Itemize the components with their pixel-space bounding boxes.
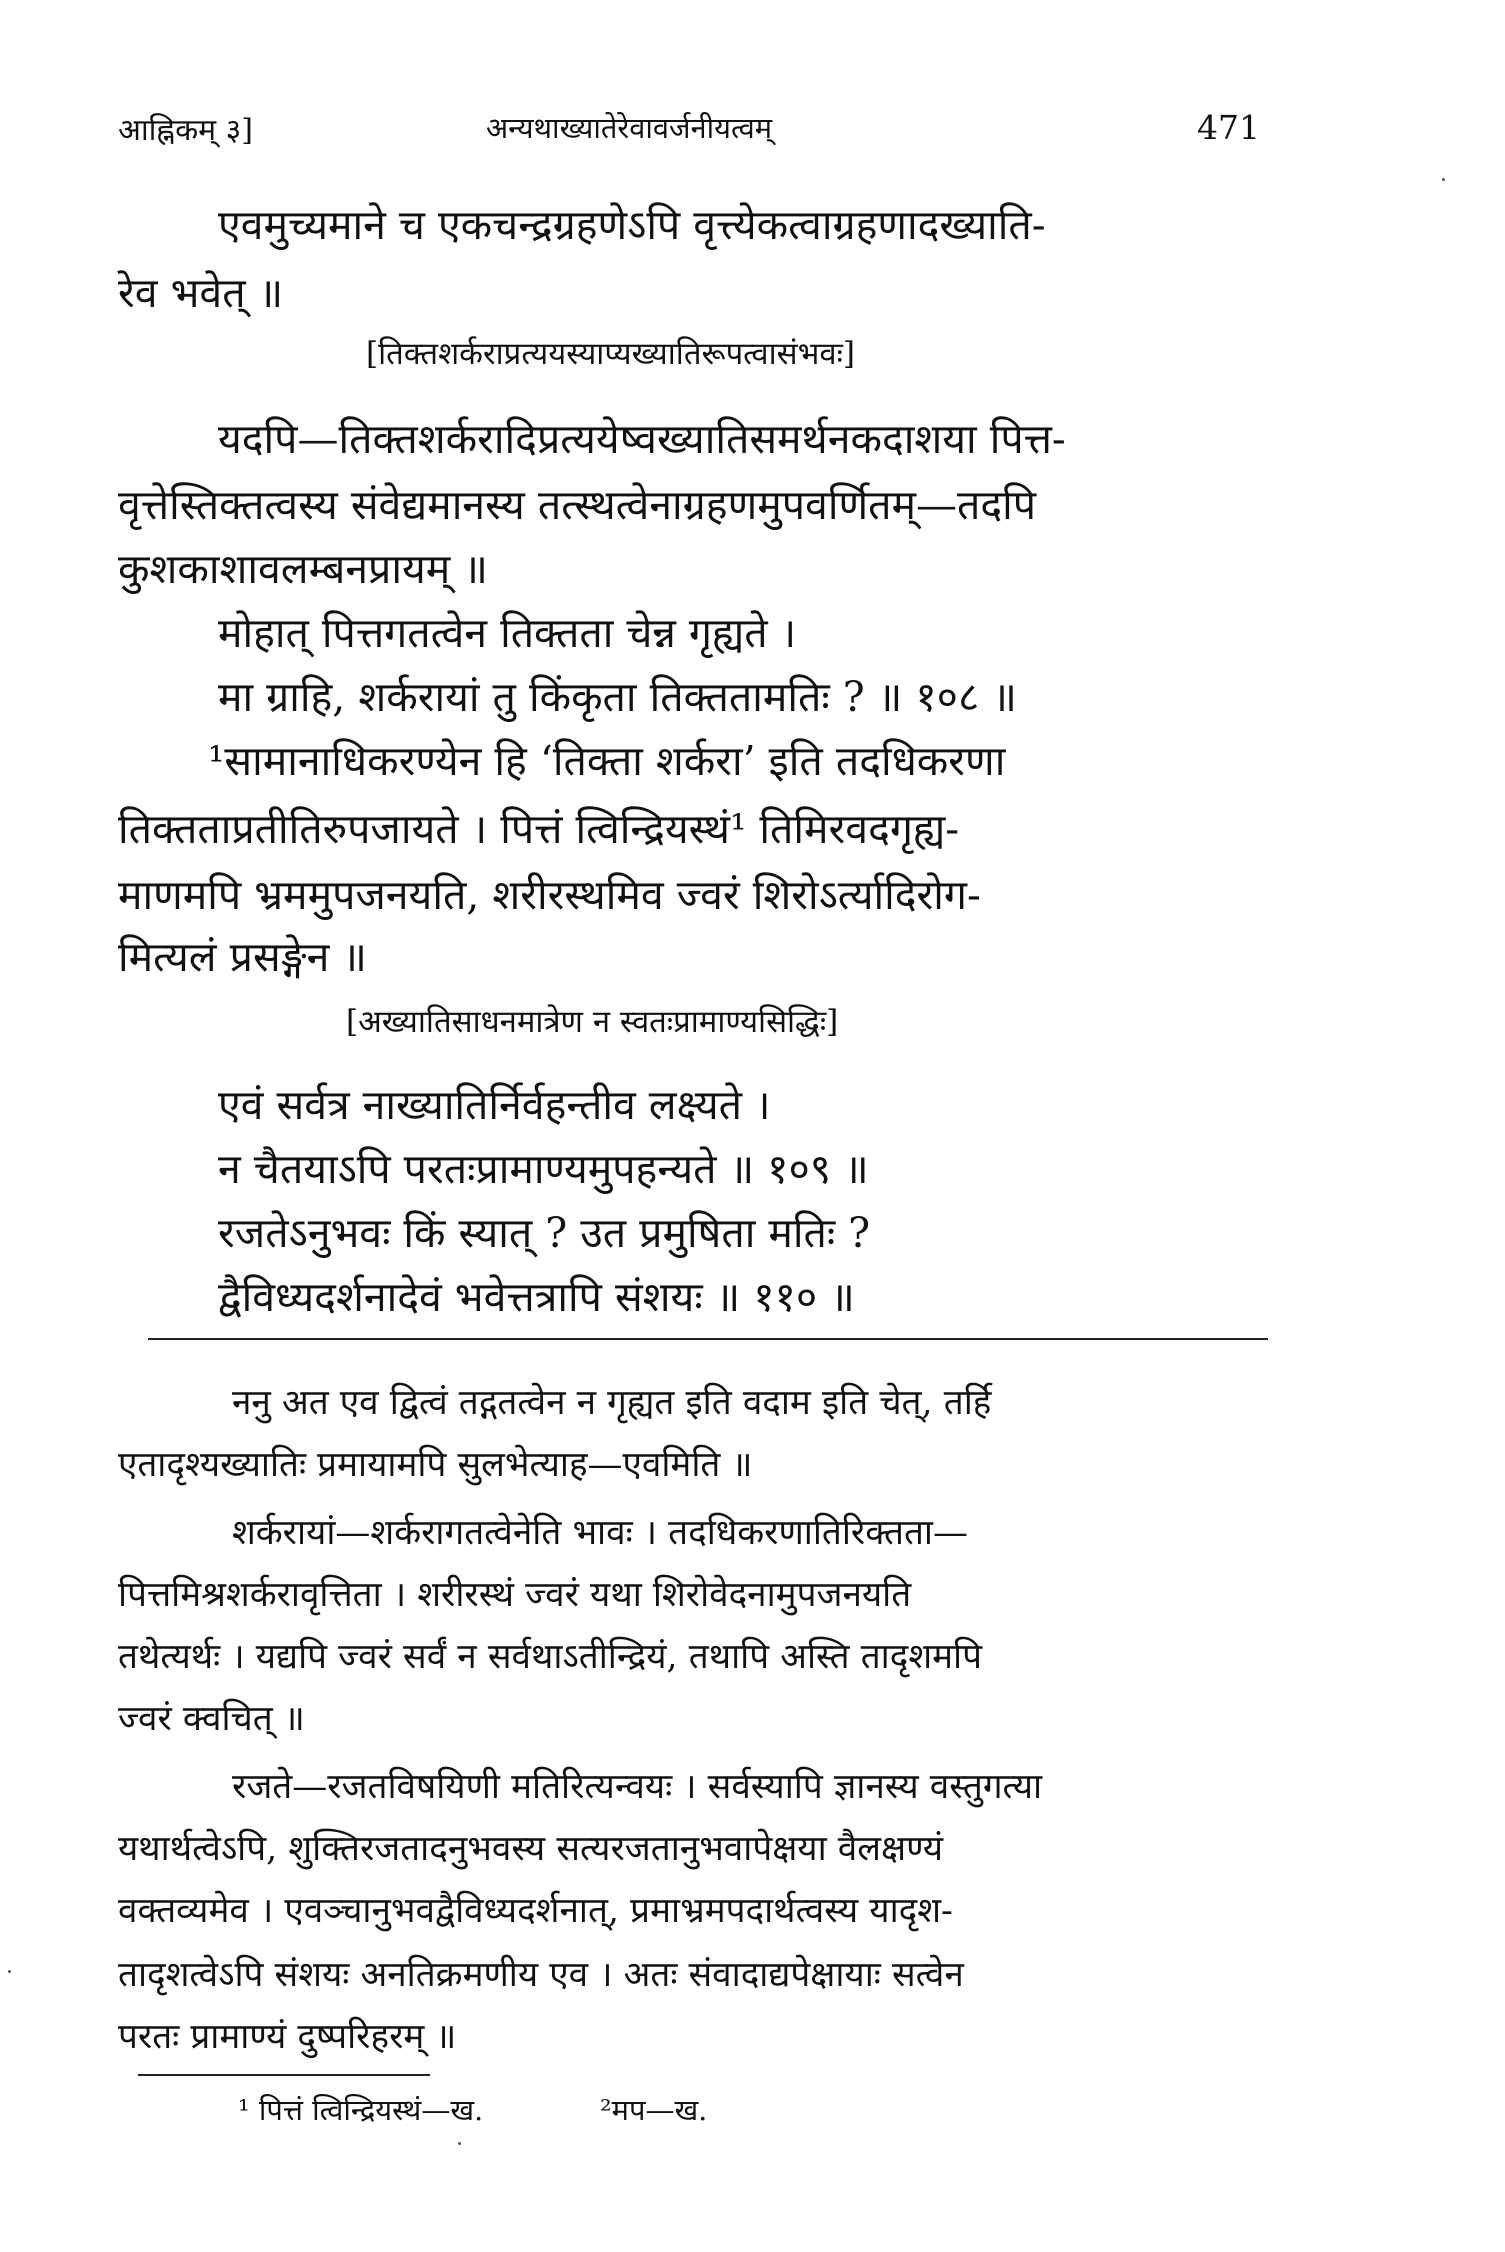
commentary-line: शर्करायां—शर्करागतत्वेनेति भावः । तदधिकरणातिरिक्तता— — [232, 1513, 968, 1553]
header-section: आह्निकम् ३] — [118, 113, 253, 148]
text-line: ¹सामानाधिकरण्येन हि ‘तिक्ता शर्करा’ इति तदधिकरणा — [208, 737, 1006, 785]
verse-line: मोहात् पित्तगतत्वेन तिक्तता चेन्न गृह्यते । — [218, 609, 797, 657]
commentary-line: वक्तव्यमेव । एवञ्चानुभवद्वैविध्यदर्शनात्, प्रमाभ्रमपदार्थत्वस्य यादृश- — [118, 1891, 953, 1931]
scan-speck — [458, 2142, 461, 2145]
text-line: माणमपि भ्रममुपजनयति, शरीरस्थमिव ज्वरं शिरोऽर्त्यादिरोग- — [118, 871, 981, 919]
text-line: मित्यलं प्रसङ्गेन ॥ — [118, 933, 367, 981]
text-line: तिक्तताप्रतीतिरुपजायते । पित्तं त्विन्द्रियस्थं¹ तिमिरवदगृह्य- — [118, 805, 960, 853]
commentary-line: तथेत्यर्थः । यद्यपि ज्वरं सर्वं न सर्वथाऽतीन्द्रियं, तथापि अस्ति तादृशमपि — [118, 1637, 983, 1677]
commentary-line: एतादृश्यख्यातिः प्रमायामपि सुलभेत्याह—एवमिति ॥ — [118, 1445, 753, 1485]
commentary-line: पित्तमिश्रशर्करावृत्तिता । शरीरस्थं ज्वरं यथा शिरोवेदनामुपजनयति — [118, 1575, 912, 1615]
footnote: ²मप—ख. — [600, 2093, 708, 2127]
text-line: कुशकाशावलम्बनप्रायम् ॥ — [118, 545, 488, 593]
text-line: वृत्तेस्तिक्तत्वस्य संवेद्यमानस्य तत्स्थत्वेनाग्रहणमुपवर्णितम्—तदपि — [118, 481, 1037, 529]
section-heading: [अख्यातिसाधनमात्रेण न स्वतःप्रामाण्यसिद्धिः] — [346, 1004, 839, 1040]
text-line: एवमुच्यमाने च एकचन्द्रग्रहणेऽपि वृत्त्येकत्वाग्रहणादख्याति- — [218, 201, 1046, 249]
page-number: 471 — [1197, 108, 1260, 147]
verse-line: रजतेऽनुभवः किं स्यात् ? उत प्रमुषिता मतिः ? — [218, 1209, 871, 1257]
header-title: अन्यथाख्यातेरेवावर्जनीयत्वम् — [486, 111, 773, 145]
verse-line: न चैतयाऽपि परतःप्रामाण्यमुपहन्यते ॥ १०९ ॥ — [218, 1145, 869, 1193]
text-line: यदपि—तिक्तशर्करादिप्रत्ययेष्वख्यातिसमर्थनकदाशया पित्त- — [218, 415, 1066, 463]
commentary-line: परतः प्रामाण्यं दुष्परिहरम् ॥ — [118, 2017, 457, 2057]
commentary-line: ज्वरं क्वचित् ॥ — [118, 1699, 305, 1739]
footnote-rule — [138, 2074, 430, 2076]
commentary-line: यथार्थत्वेऽपि, शुक्तिरजतादनुभवस्य सत्यरजतानुभवापेक्षया वैलक्षण्यं — [118, 1829, 944, 1869]
verse-line: द्वैविध्यदर्शनादेवं भवेत्तत्रापि संशयः ॥ ११० ॥ — [218, 1273, 855, 1321]
verse-line: मा ग्राहि, शर्करायां तु किंकृता तिक्ततामतिः ? ॥ १०८ ॥ — [218, 673, 1017, 721]
section-heading: [तिक्तशर्कराप्रत्ययस्याप्यख्यातिरूपत्वासंभवः] — [366, 336, 856, 372]
scan-speck — [1442, 178, 1445, 181]
text-line: रेव भवेत् ॥ — [118, 269, 284, 317]
commentary-line: रजते—रजतविषयिणी मतिरित्यन्वयः । सर्वस्यापि ज्ञानस्य वस्तुगत्या — [232, 1767, 1043, 1807]
verse-line: एवं सर्वत्र नाख्यातिर्निर्वहन्तीव लक्ष्यते । — [218, 1081, 771, 1129]
separator-rule — [148, 1338, 1268, 1340]
footnote: ¹ पित्तं त्विन्द्रियस्थं—ख. — [238, 2093, 484, 2127]
commentary-line: ननु अत एव द्वित्वं तद्गतत्वेन न गृह्यत इति वदाम इति चेत्, तर्हि — [232, 1383, 992, 1423]
scan-speck — [8, 1970, 11, 1973]
commentary-line: तादृशत्वेऽपि संशयः अनतिक्रमणीय एव । अतः संवादाद्यपेक्षायाः सत्वेन — [118, 1955, 964, 1995]
